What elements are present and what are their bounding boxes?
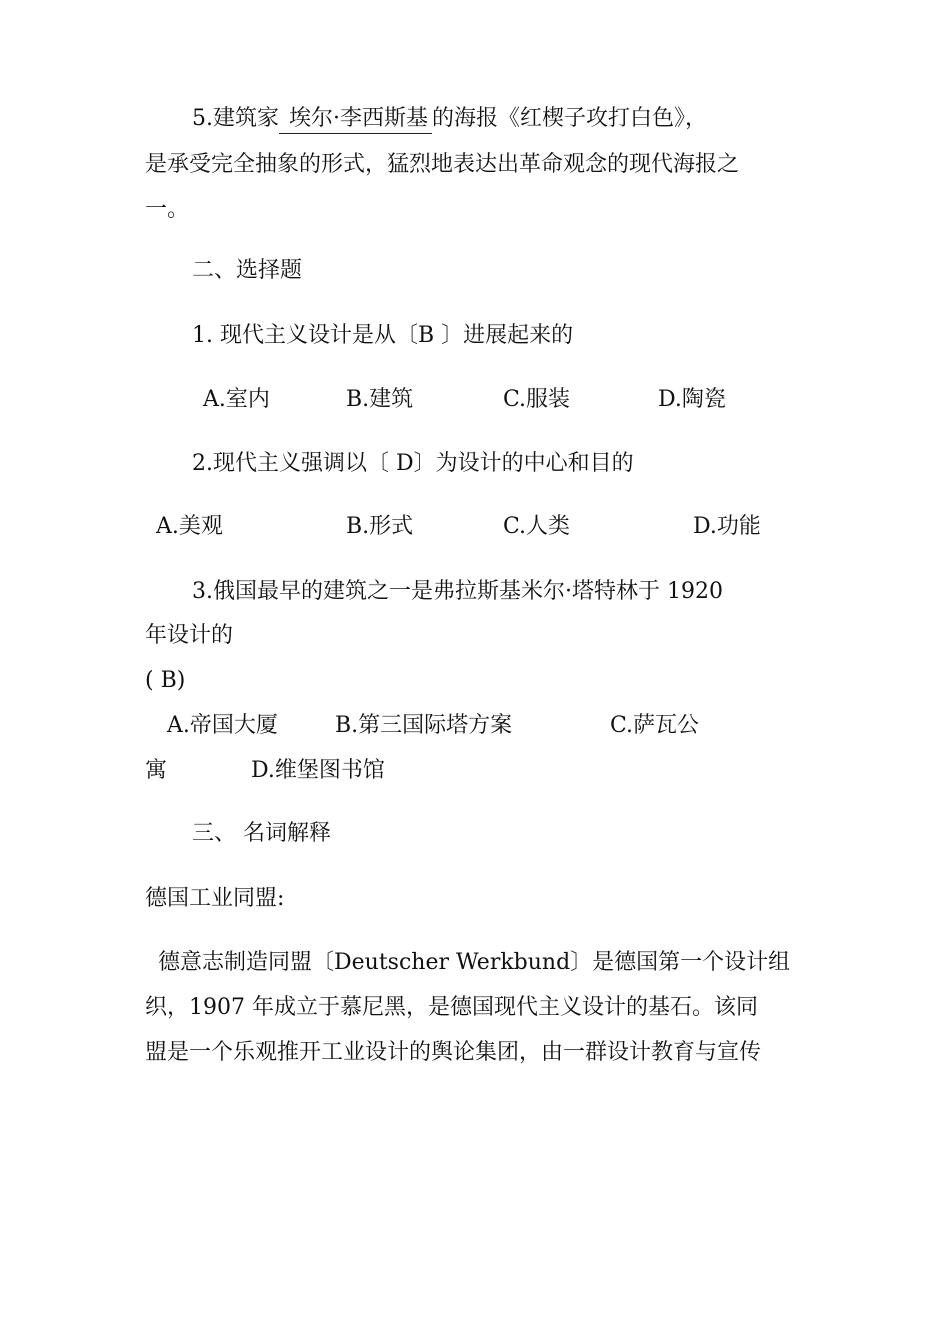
question-2-stem: 2.现代主义强调以〔 D〕为设计的中心和目的 — [192, 451, 634, 476]
section-title-terms: 三、 名词解释 — [192, 821, 331, 846]
paragraph-line-3: 盟是一个乐观推开工业设计的舆论集团，由一群设计教育与宣传 — [145, 1040, 762, 1065]
question-3-stem-line1: 3.俄国最早的建筑之一是弗拉斯基米尔·塔特林于 1920 — [192, 579, 723, 604]
question-3-stem-line2: 年设计的 — [145, 623, 234, 648]
question-3-option-c: C.萨瓦公 — [610, 713, 700, 738]
question-1-option-c: C.服装 — [503, 387, 571, 412]
fill-question-5-line1: 5.建筑家 埃尔·李西斯基 的海报《红楔子攻打白色》， — [192, 104, 707, 134]
question-1-stem: 1. 现代主义设计是从〔B 〕进展起来的 — [192, 323, 574, 348]
question-3-option-b: B.第三国际塔方案 — [335, 713, 513, 738]
fill-question-5-line2: 是承受完全抽象的形式，猛烈地表达出革命观念的现代海报之 — [145, 152, 740, 177]
question-3-option-d: D.维堡图书馆 — [251, 758, 385, 783]
question-3-option-c-cont: 寓 — [145, 758, 168, 783]
question-3-answer: ( B) — [145, 668, 186, 693]
paragraph-line-1: 德意志制造同盟〔Deutscher Werkbund〕是德国第一个设计组 — [158, 950, 791, 975]
question-1-option-a: A.室内 — [203, 387, 270, 412]
section-title-choice: 二、选择题 — [192, 258, 303, 283]
paragraph-line-2: 织，1907 年成立于慕尼黑，是德国现代主义设计的基石。该同 — [145, 995, 758, 1020]
question-2-option-b: B.形式 — [346, 514, 414, 539]
question-3-option-a: A.帝国大厦 — [167, 713, 278, 738]
question-1-option-d: D.陶瓷 — [658, 387, 726, 412]
question-2-option-d: D.功能 — [693, 514, 761, 539]
fill-question-5-line3: 一。 — [145, 197, 190, 222]
question-2-option-a: A.美观 — [156, 514, 223, 539]
term-title: 德国工业同盟: — [145, 886, 285, 911]
question-1-option-b: B.建筑 — [346, 387, 414, 412]
fill-answer: 埃尔·李西斯基 — [279, 106, 432, 134]
question-2-option-c: C.人类 — [503, 514, 571, 539]
